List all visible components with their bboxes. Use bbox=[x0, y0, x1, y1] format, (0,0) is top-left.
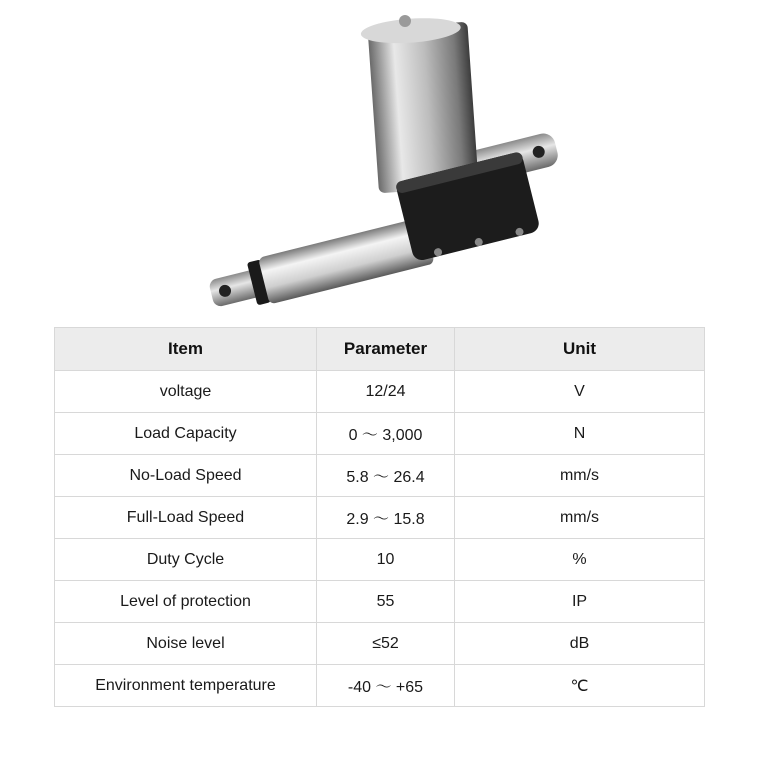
cell-unit: dB bbox=[455, 623, 705, 665]
table-header-row bbox=[55, 328, 705, 371]
table-row bbox=[55, 623, 705, 665]
cell-unit: % bbox=[455, 539, 705, 581]
header-unit: Unit bbox=[455, 328, 705, 371]
cell-parameter: 55 bbox=[317, 581, 455, 623]
header-item: Item bbox=[55, 328, 317, 371]
table-row bbox=[55, 413, 705, 455]
cell-unit: mm/s bbox=[455, 455, 705, 497]
cell-item: Noise level bbox=[55, 623, 317, 665]
cell-parameter: 12/24 bbox=[317, 371, 455, 413]
table-row bbox=[55, 497, 705, 539]
cell-item: Environment temperature bbox=[55, 665, 317, 707]
cell-parameter: 2.9 ～ 15.8 bbox=[317, 497, 455, 539]
cell-parameter: 5.8 ～ 26.4 bbox=[317, 455, 455, 497]
cell-unit: V bbox=[455, 371, 705, 413]
cell-item: Load Capacity bbox=[55, 413, 317, 455]
cell-item: Full-Load Speed bbox=[55, 497, 317, 539]
cell-item: Level of protection bbox=[55, 581, 317, 623]
cell-unit: ℃ bbox=[455, 665, 705, 707]
cell-unit: mm/s bbox=[455, 497, 705, 539]
header-parameter: Parameter bbox=[317, 328, 455, 371]
cell-item: voltage bbox=[55, 371, 317, 413]
table-row bbox=[55, 581, 705, 623]
table-row bbox=[55, 371, 705, 413]
cell-unit: N bbox=[455, 413, 705, 455]
cell-item: No-Load Speed bbox=[55, 455, 317, 497]
table-row bbox=[55, 665, 705, 707]
cell-parameter: ≤52 bbox=[317, 623, 455, 665]
linear-actuator-icon bbox=[180, 5, 600, 315]
table-row bbox=[55, 539, 705, 581]
cell-parameter: 10 bbox=[317, 539, 455, 581]
spec-table bbox=[54, 327, 705, 707]
table-row bbox=[55, 455, 705, 497]
cell-parameter: -40 ～ +65 bbox=[317, 665, 455, 707]
cell-item: Duty Cycle bbox=[55, 539, 317, 581]
cell-unit: IP bbox=[455, 581, 705, 623]
cell-parameter: 0 ～ 3,000 bbox=[317, 413, 455, 455]
